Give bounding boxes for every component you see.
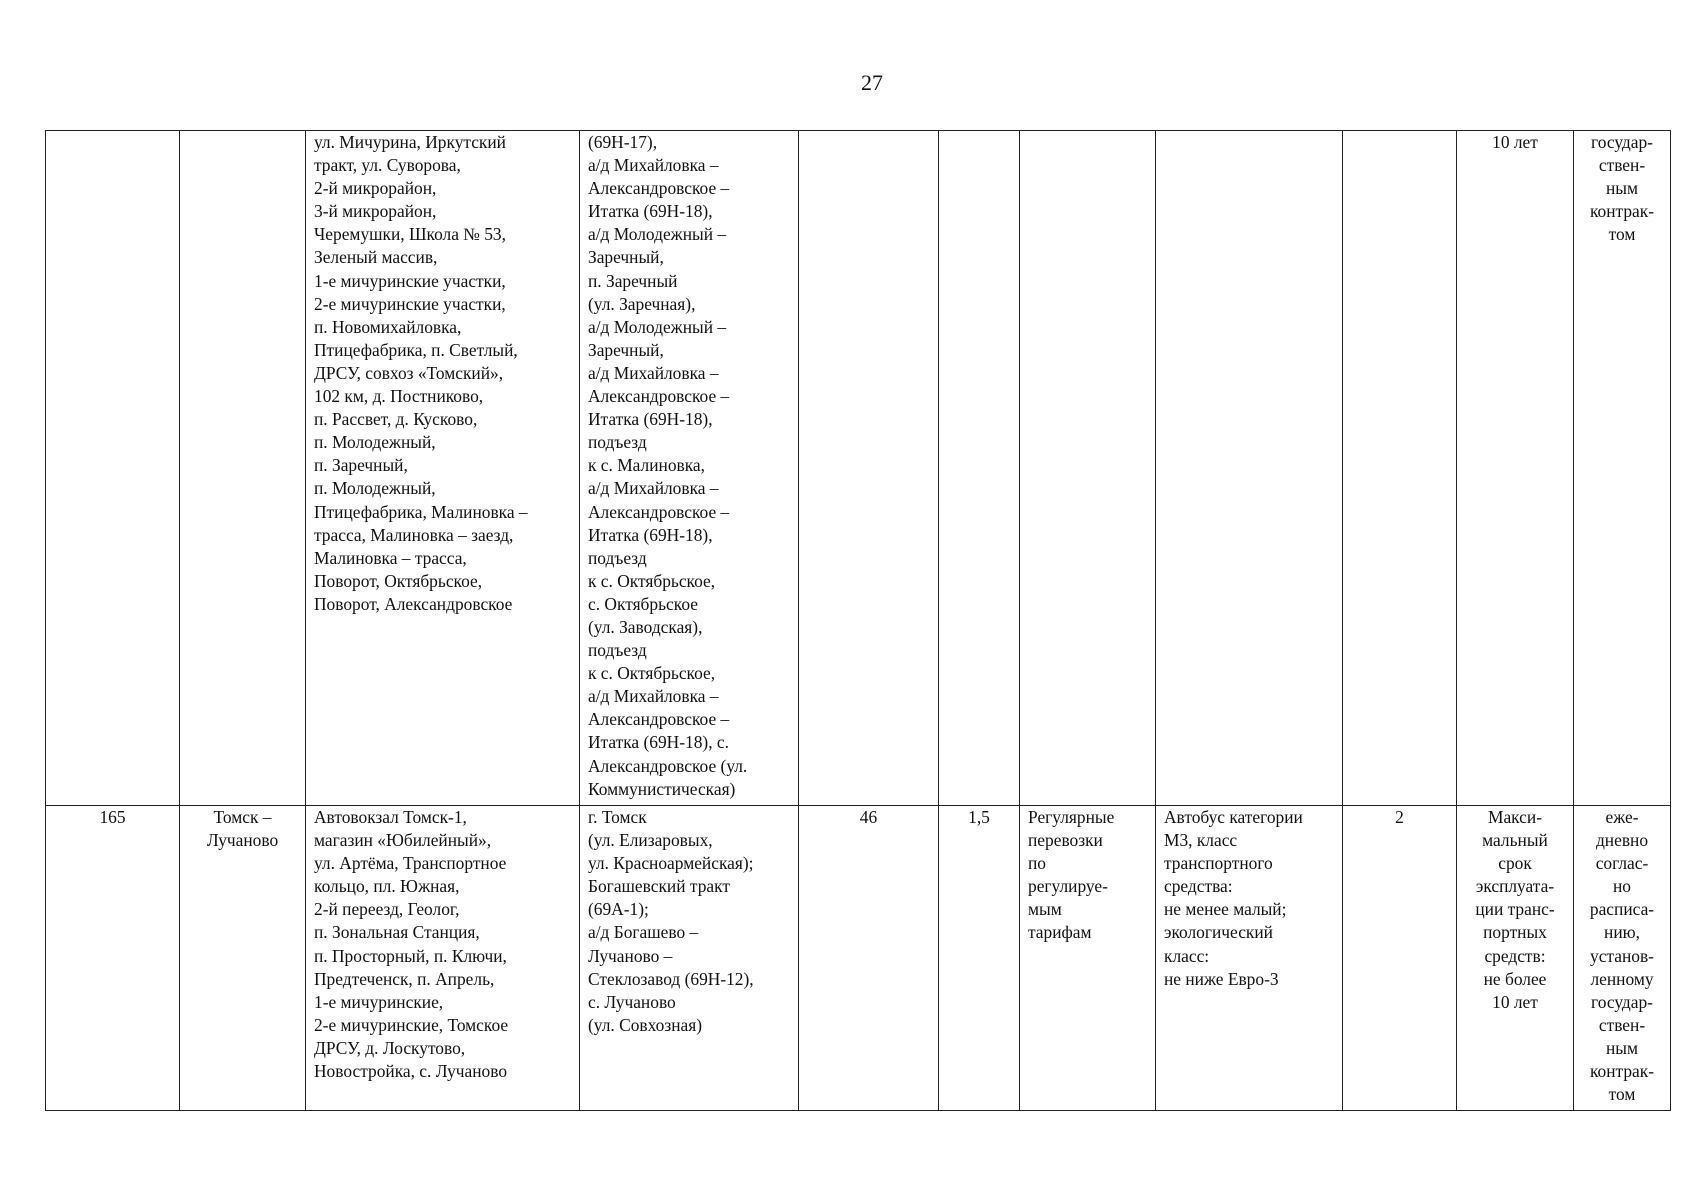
interval-cell: [939, 131, 1020, 806]
streets-roads-cell: г. Томск (ул. Елизаровых, ул. Красноармейская); Богашевский тракт (69А-1); а/д Богашево – Лучаново – Стеклозавод (69Н-12), с. Лучаново (ул. Совхозная): [580, 806, 799, 1111]
table-row: [46, 806, 1671, 1111]
route-number-cell: [46, 131, 180, 806]
route-number-cell: 165: [46, 806, 180, 1111]
transport-type-cell: [1020, 131, 1156, 806]
route-length-cell: 46: [799, 806, 939, 1111]
route-length-cell: [799, 131, 939, 806]
vehicle-count-cell: 2: [1343, 806, 1457, 1111]
interval-cell: 1,5: [939, 806, 1020, 1111]
page-number: 27: [861, 70, 883, 95]
vehicle-class-cell: [1156, 131, 1343, 806]
vehicle-class-cell: Автобус категории М3, класс транспортного средства: не менее малый; экологический класс: не ниже Евро-3: [1156, 806, 1343, 1111]
schedule-cell: государ- ствен- ным контрак- том: [1574, 131, 1671, 806]
stops-cell: ул. Мичурина, Иркутский тракт, ул. Суворова, 2-й микрорайон, 3-й микрорайон, Черемушки, Школа № 53, Зеленый массив, 1-е мичуринские участки, 2-е мичуринские участки, п. Новомихайловка, Птицефабрика, п. Светлый, ДРСУ, совхоз «Томский», 102 км, д. Постниково, п. Рассвет, д. Кусково, п. Молодежный, п. Заречный, п. Молодежный, Птицефабрика, Малиновка – трасса, Малиновка – заезд, Малиновка – трасса, Поворот, Октябрьское, Поворот, Александровское: [306, 131, 580, 806]
schedule-cell: еже- дневно соглас- но расписа- нию, установ- ленному государ- ствен- ным контрак- том: [1574, 806, 1671, 1111]
transport-type-cell: Регулярные перевозки по регулируе- мым тарифам: [1020, 806, 1156, 1111]
service-life-cell: Макси- мальный срок эксплуата- ции транс- портных средств: не более 10 лет: [1457, 806, 1574, 1111]
streets-roads-cell: (69Н-17), а/д Михайловка – Александровское – Итатка (69Н-18), а/д Молодежный – Заречный, п. Заречный (ул. Заречная), а/д Молодежный – Заречный, а/д Михайловка – Александровское – Итатка (69Н-18), подъезд к с. Малиновка, а/д Михайловка – Александровское – Итатка (69Н-18), подъезд к с. Октябрьское, с. Октябрьское (ул. Заводская), подъезд к с. Октябрьское, а/д Михайловка – Александровское – Итатка (69Н-18), с. Александровское (ул. Коммунистическая): [580, 131, 799, 806]
route-name-cell: Томск – Лучаново: [180, 806, 306, 1111]
routes-table: [45, 130, 1671, 1111]
stops-cell: Автовокзал Томск-1, магазин «Юбилейный», ул. Артёма, Транспортное кольцо, пл. Южная, 2-й переезд, Геолог, п. Зональная Станция, п. Просторный, п. Ключи, Предтеченск, п. Апрель, 1-е мичуринские, 2-е мичуринские, Томское ДРСУ, д. Лоскутово, Новостройка, с. Лучаново: [306, 806, 580, 1111]
vehicle-count-cell: [1343, 131, 1457, 806]
table-row: [46, 131, 1671, 806]
route-name-cell: [180, 131, 306, 806]
service-life-cell: 10 лет: [1457, 131, 1574, 806]
